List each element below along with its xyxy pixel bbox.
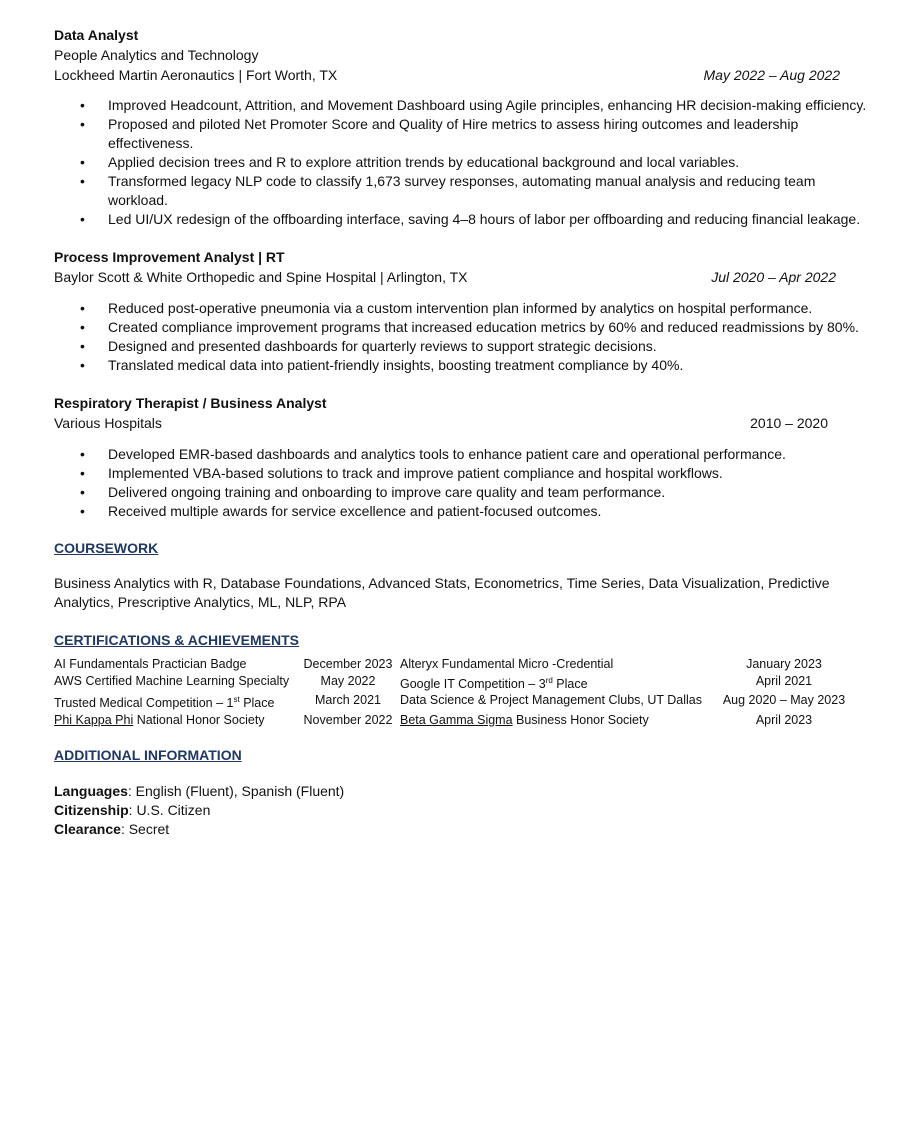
certification-date: December 2023 bbox=[303, 657, 393, 671]
job-bullet-list bbox=[54, 445, 874, 521]
certification-date: Aug 2020 – May 2023 bbox=[722, 693, 846, 708]
experience-entry-respiratory-therapist bbox=[54, 394, 874, 521]
additional-info-heading: ADDITIONAL INFORMATION bbox=[54, 747, 242, 764]
job-bullet: • Applied decision trees and R to explore attrition trends by educational background and local variables. bbox=[80, 154, 740, 170]
experience-entry-data-analyst bbox=[54, 26, 874, 229]
bullet-icon: • bbox=[80, 319, 85, 335]
certification-date: November 2022 bbox=[303, 712, 393, 727]
bullet-icon: • bbox=[80, 116, 85, 132]
certification-date: March 2021 bbox=[314, 693, 381, 708]
job-title: Process Improvement Analyst | RT bbox=[54, 249, 285, 265]
honor-society-link[interactable]: Phi Kappa Phi bbox=[54, 712, 134, 727]
certification-date: April 2021 bbox=[755, 673, 813, 688]
certification-name: AWS Certified Machine Learning Specialty bbox=[54, 673, 290, 688]
certification-name: Alteryx Fundamental Micro -Credential bbox=[400, 657, 614, 671]
job-org-row bbox=[54, 66, 874, 86]
certification-name: Phi Kappa Phi National Honor Society bbox=[54, 712, 265, 727]
job-bullet: • Implemented VBA-based solutions to track and improve patient compliance and hospital workflows. bbox=[80, 465, 723, 481]
coursework-section bbox=[54, 539, 874, 612]
additional-info-list bbox=[54, 782, 874, 839]
certifications-table bbox=[54, 656, 874, 728]
job-bullet: • Received multiple awards for service excellence and patient-focused outcomes. bbox=[80, 503, 602, 519]
job-title: Data Analyst bbox=[54, 27, 139, 43]
job-bullet: • Created compliance improvement programs that increased education metrics by 60% and reduced readmissions by 80%. bbox=[80, 319, 859, 335]
job-bullet: • Delivered ongoing training and onboarding to improve care quality and team performance. bbox=[80, 484, 666, 500]
job-org-row bbox=[54, 414, 874, 434]
job-org-row bbox=[54, 268, 874, 288]
certification-name: Trusted Medical Competition – 1st Place bbox=[54, 695, 275, 711]
job-dates: 2010 – 2020 bbox=[750, 415, 828, 431]
additional-info-item: Citizenship: U.S. Citizen bbox=[54, 802, 211, 819]
bullet-icon: • bbox=[80, 97, 85, 113]
job-organization: Various Hospitals bbox=[54, 415, 162, 431]
job-dates: Jul 2020 – Apr 2022 bbox=[711, 269, 836, 285]
job-title: Respiratory Therapist / Business Analyst bbox=[54, 395, 327, 411]
job-bullet: • Improved Headcount, Attrition, and Movement Dashboard using Agile principles, enhancing HR decision-making efficiency. bbox=[80, 97, 867, 113]
certification-name: AI Fundamentals Practician Badge bbox=[54, 657, 247, 671]
job-dates: May 2022 – Aug 2022 bbox=[703, 67, 840, 83]
job-bullet-list bbox=[54, 299, 874, 375]
job-bullet: • Reduced post-operative pneumonia via a custom intervention plan informed by analytics on hospital performance. bbox=[80, 300, 813, 316]
coursework-text: Business Analytics with R, Database Foundations, Advanced Stats, Econometrics, Time Series, Data Visualization, Predictive Analytics, Prescriptive Analytics, ML, NLP, RPA bbox=[54, 575, 830, 610]
certifications-section bbox=[54, 631, 874, 728]
certification-date: January 2023 bbox=[746, 657, 822, 671]
certification-name: Beta Gamma Sigma Business Honor Society bbox=[400, 712, 649, 727]
coursework-heading: COURSEWORK bbox=[54, 540, 159, 556]
honor-society-link[interactable]: Beta Gamma Sigma bbox=[400, 712, 513, 727]
resume-page bbox=[54, 26, 874, 839]
job-organization: Baylor Scott & White Orthopedic and Spine Hospital | Arlington, TX bbox=[54, 269, 468, 285]
job-bullet: • Designed and presented dashboards for quarterly reviews to support strategic decisions. bbox=[80, 338, 657, 354]
certifications-heading: CERTIFICATIONS & ACHIEVEMENTS bbox=[54, 632, 300, 648]
job-bullet: • Translated medical data into patient-friendly insights, boosting treatment compliance by 40%. bbox=[80, 357, 684, 373]
job-bullet: • Proposed and piloted Net Promoter Score and Quality of Hire metrics to assess hiring outcomes and leadership effectiveness. bbox=[80, 116, 799, 151]
bullet-icon: • bbox=[80, 173, 85, 189]
bullet-icon: • bbox=[80, 465, 85, 481]
additional-info-section bbox=[54, 746, 874, 839]
job-department: People Analytics and Technology bbox=[54, 47, 259, 63]
job-bullet: • Developed EMR-based dashboards and analytics tools to enhance patient care and operational performance. bbox=[80, 446, 786, 462]
certification-name: Google IT Competition – 3rd Place bbox=[400, 675, 588, 691]
bullet-icon: • bbox=[80, 154, 85, 170]
bullet-icon: • bbox=[80, 338, 85, 354]
certification-date: May 2022 bbox=[320, 673, 376, 688]
bullet-icon: • bbox=[80, 446, 85, 462]
certification-name: Data Science & Project Management Clubs, UT Dallas bbox=[400, 693, 702, 708]
bullet-icon: • bbox=[80, 503, 85, 519]
bullet-icon: • bbox=[80, 484, 85, 500]
experience-entry-process-improvement bbox=[54, 248, 874, 375]
additional-info-item: Clearance: Secret bbox=[54, 821, 170, 838]
additional-info-item: Languages: English (Fluent), Spanish (Fluent) bbox=[54, 783, 345, 800]
certification-date: April 2023 bbox=[755, 712, 813, 727]
job-bullet-list bbox=[54, 96, 874, 229]
bullet-icon: • bbox=[80, 300, 85, 316]
bullet-icon: • bbox=[80, 211, 85, 227]
job-organization: Lockheed Martin Aeronautics | Fort Worth, TX bbox=[54, 67, 338, 83]
bullet-icon: • bbox=[80, 357, 85, 373]
job-bullet: • Led UI/UX redesign of the offboarding interface, saving 4–8 hours of labor per offboarding and reducing financial leakage. bbox=[80, 211, 861, 227]
job-bullet: • Transformed legacy NLP code to classify 1,673 survey responses, automating manual analysis and reducing team workload. bbox=[80, 173, 816, 208]
